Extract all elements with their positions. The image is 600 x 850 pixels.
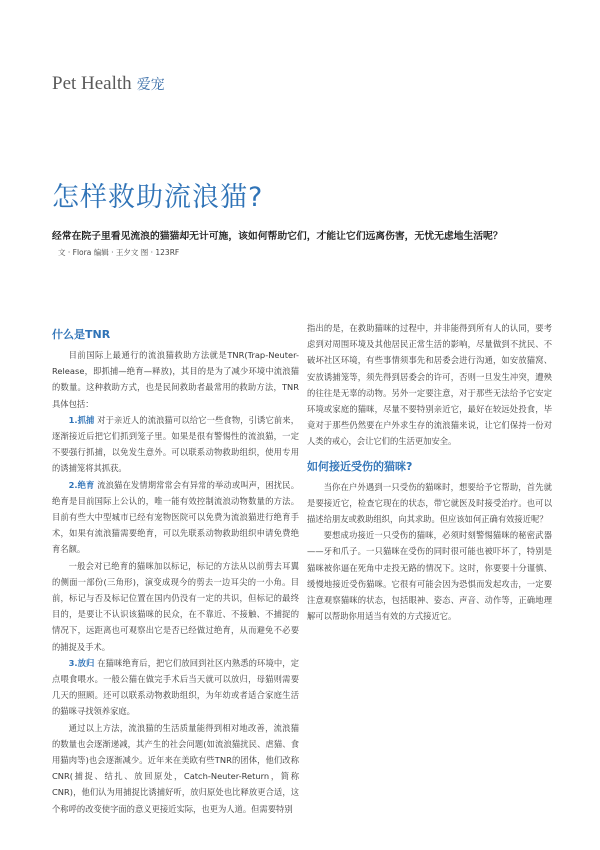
paragraph: 通过以上方法，流浪猫的生活质量能得到相对地改善，流浪猫的数量也会逐渐递减，其产生的社会问题(如流浪猫扰民、虐猫、食用猫肉等)也会逐渐减少。近年来在美欧有些TNR的团体，他们改称CNR(捕捉、结扎、放回原处，Catch-Neuter-Return，简称CNR)，他们认为用捕捉比诱捕好听，放归原处也比释放更合适，这个称呼的改变使字面的意义更接近实际，也更为人道。但需要特别	[52, 722, 299, 814]
step-label-capture: 1.抓捕	[68, 414, 95, 425]
brand-name: Pet Health	[52, 73, 132, 94]
step-text: 对于亲近人的流浪猫可以给它一些食物，引诱它前来，逐渐接近后把它们抓到笼子里。如果是很有警惕性的流浪猫，一定不要强行抓捕，以免发生意外。可以联系动物救助组织，使用专用的诱捕笼将其抓获。	[52, 414, 299, 474]
paragraph: 一般会对已绝育的猫咪加以标记，标记的方法从以前剪去耳翼的侧面一部份(三角形)，演变成现今的剪去一边耳尖的一小角。目前，标记与否及标记位置在国内仍没有一定的共识，但标记的最终目的，是要让不认识该猫咪的民众，在不靠近、不接触、不捕捉的情况下，远距离也可观察出它是否已经做过绝育，从而避免不必要的捕捉及手术。	[52, 560, 299, 652]
brand-name-cn: 爱宠	[136, 77, 165, 93]
paragraph	[52, 655, 299, 720]
paragraph: 要想成功接近一只受伤的猫咪，必须时刻警惕猫咪的秘密武器——牙和爪子。一只猫咪在受伤的同时很可能也被吓坏了，特别是猫咪被你逼在死角中走投无路的情况下。这时，你要要十分谨慎、缓慢地接近受伤猫咪。它很有可能会因为恐惧而发起攻击，一定要注意观察猫咪的状态，包括眼神、姿态、声音、动作等，正确地理解可以帮助你用适当有效的方式接近它。	[307, 530, 552, 622]
step-text: 流浪猫在发情期常常会有异常的举动或叫声，困扰民。绝育是目前国际上公认的，唯一能有效控制流浪动物数量的方法。目前有些大中型城市已经有宠物医院可以免费为流浪猫进行绝育手术，如果有流浪猫需要绝育，可以先联系动物救助组织申请免费绝育名额。	[52, 479, 299, 555]
paragraph	[52, 477, 299, 558]
step-label-release: 3.放归	[68, 657, 95, 668]
magazine-header	[52, 73, 165, 95]
article-title: 怎样救助流浪猫?	[52, 182, 264, 213]
lead-text: 经常在院子里看见流浪的猫猫却无计可施，该如何帮助它们，才能让它们远离伤害，无忧无虑地生活呢？	[52, 231, 503, 242]
column-right	[307, 320, 552, 624]
section-heading-tnr: 什么是TNR	[52, 328, 111, 341]
step-text: 在猫咪绝育后，把它们放回到社区内熟悉的环境中，定点喂食喂水。一般公猫在做完手术后当天就可以放归，母猫则需要几天的照顾。还可以联系动物救助组织，为年幼或者适合家庭生活的猫咪寻找领养家庭。	[52, 657, 299, 717]
column-left	[52, 328, 299, 817]
paragraph	[52, 412, 299, 477]
paragraph: 当你在户外遇到一只受伤的猫咪时，想要给予它帮助，首先就是要接近它，检查它现在的状态，带它就医及时接受治疗。也可以描述给朋友或救助组织，向其求助。但应该如何正确有效接近呢？	[307, 481, 552, 525]
step-label-neuter: 2.绝育	[68, 479, 95, 490]
byline: 文 · Flora 编辑 · 王夕文 图 · 123RF	[58, 248, 180, 257]
paragraph: 目前国际上最通行的流浪猫救助方法就是TNR(Trap-Neuter-Release，即抓捕—绝育—释放)，其目的是为了减少环境中流浪猫的数量。这种救助方式，也是民间救助者最常用的救助方法，TNR具体包括：	[52, 350, 299, 409]
article-lead	[52, 229, 512, 261]
paragraph-continued: 指出的是，在救助猫咪的过程中，并非能得到所有人的认同，要考虑到对周围环境及其他居民正常生活的影响，尽量做到不扰民、不破坏社区环境，有些事情须事先和居委会进行沟通，如安放猫窝、安放诱捕笼等，须先得到居委会的许可，否则一旦发生冲突，遭殃的往往是无辜的动物。另外一定要注意，对于那些无法给予它安定环境或家庭的猫咪，尽量不要特别亲近它，最好在较远处投食，毕竟对于那些仍然要在户外求生存的流浪猫来说，让它们保持一份对人类的戒心，会让它们的生活更加安全。	[307, 323, 552, 447]
section-heading-injured: 如何接近受伤的猫咪?	[307, 459, 413, 473]
